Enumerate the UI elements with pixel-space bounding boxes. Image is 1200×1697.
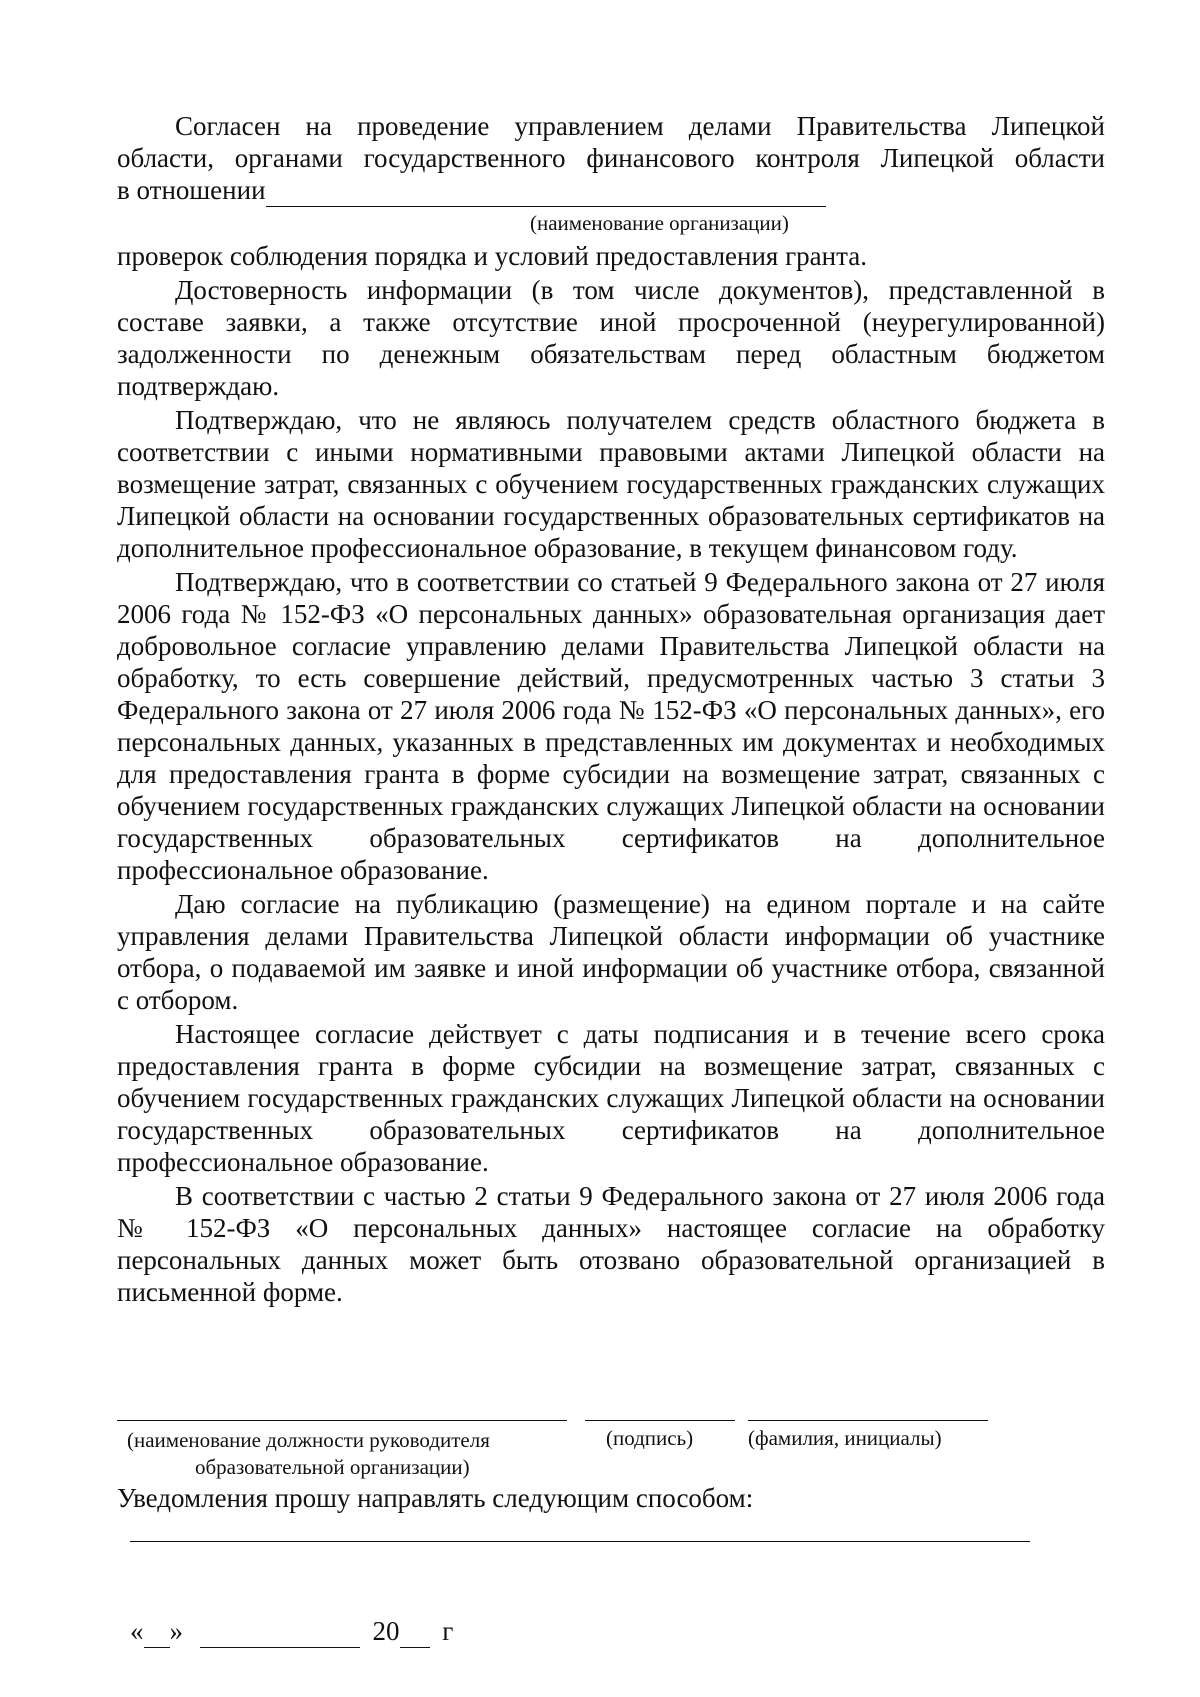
paragraph-reliability: Достоверность информации (в том числе документов), представленной в составе заявки, а также отсутствие иной просроченной (неурегулированной) задолженности по денежным обязательствам перед областным бюджетом подтверждаю. [117, 275, 1105, 401]
notification-block [117, 1482, 1105, 1514]
paragraph-not-recipient: Подтверждаю, что не являюсь получателем средств областного бюджета в соответствии с иными нормативными правовыми актами Липецкой области на возмещение затрат, связанных с обучением государственных гражданских служащих Липецкой области на основании государственных образовательных сертификатов на дополнительное профессиональное образование, в текущем финансовом году. [117, 405, 1105, 563]
position-caption-line-1: (наименование должности руководителя [127, 1428, 490, 1452]
intro-line-1: Согласен на проведение управлением делами Правительства Липецкой [175, 111, 1105, 141]
date-row [130, 1615, 453, 1648]
notification-method-line[interactable] [130, 1541, 1030, 1542]
date-year-field[interactable] [400, 1615, 430, 1648]
position-caption-line-2: образовательной организации) [195, 1455, 470, 1479]
intro-line-2: области, органами государственного финансового контроля Липецкой области [117, 143, 1105, 173]
date-year-prefix: 20 [372, 1616, 400, 1646]
intro-line-4: проверок соблюдения порядка и условий предоставления гранта. [117, 241, 867, 271]
body-block [117, 240, 1105, 1308]
paragraph-validity: Настоящее согласие действует с даты подписания и в течение всего срока предоставления гранта в форме субсидии на возмещение затрат, связанных с обучением государственных гражданских служащих Липецкой области на основании государственных образовательных сертификатов на дополнительное профессиональное образование. [117, 1019, 1105, 1177]
intro-block [117, 110, 1105, 207]
signature-line[interactable] [585, 1420, 735, 1421]
date-day-field[interactable] [144, 1615, 170, 1648]
date-open-quote: « [130, 1616, 144, 1646]
date-year-suffix: г [442, 1616, 454, 1646]
paragraph-personal-data: Подтверждаю, что в соответствии со статьей 9 Федерального закона от 27 июля 2006 года № 152-ФЗ «О персональных данных» образовательная организация дает добровольное согласие управлению делами Правительства Липецкой области на обработку, то есть совершение действий, предусмотренных частью 3 статьи 3 Федерального закона от 27 июля 2006 года № 152-ФЗ «О персональных данных», его персональных данных, указанных в представленных им документах и необходимых для предоставления гранта в форме субсидии на возмещение затрат, связанных с обучением государственных гражданских служащих Липецкой области на основании государственных образовательных сертификатов на дополнительное профессиональное образование. [117, 567, 1105, 885]
signature-caption: (подпись) [606, 1426, 694, 1450]
position-signature-line[interactable] [117, 1420, 567, 1421]
paragraph-revocation: В соответствии с частью 2 статьи 9 Федерального закона от 27 июля 2006 года № 152-ФЗ «О персональных данных» настоящее согласие на обработку персональных данных может быть отозвано образовательной организацией в письменной форме. [117, 1181, 1105, 1307]
intro-line-3 [117, 174, 1105, 207]
name-caption: (фамилия, инициалы) [748, 1426, 942, 1450]
date-month-field[interactable] [200, 1615, 360, 1648]
notification-label: Уведомления прошу направлять следующим способом: [117, 1483, 754, 1513]
name-signature-line[interactable] [748, 1420, 988, 1421]
organization-name-field[interactable] [266, 174, 826, 207]
paragraph-publication: Даю согласие на публикацию (размещение) на едином портале и на сайте управления делами Правительства Липецкой области информации об участнике отбора, о подаваемой им заявке и иной информации об участнике отбора, связанной с отбором. [117, 889, 1105, 1015]
date-close-quote: » [169, 1616, 183, 1646]
in-relation-label: в отношении [117, 175, 266, 205]
organization-caption: (наименование организации) [530, 211, 789, 235]
